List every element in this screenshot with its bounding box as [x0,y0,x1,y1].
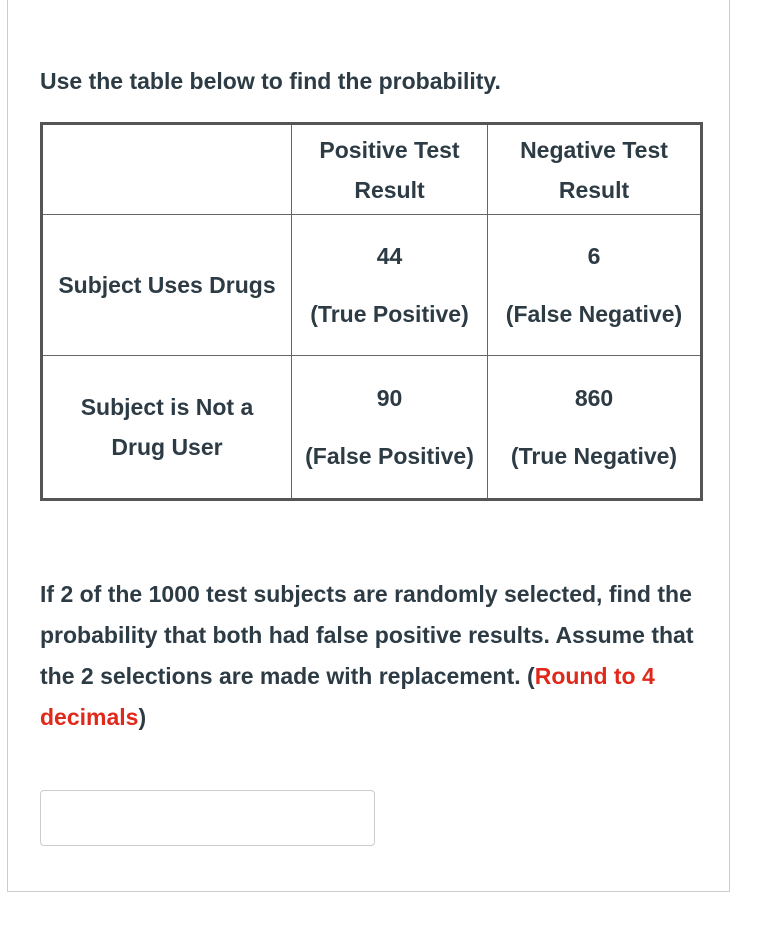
table-row [42,356,702,500]
header-negative-line2: Result [558,176,630,203]
rounding-instruction: Round to 4 decimals [40,663,655,730]
cell-true-positive [292,215,488,356]
cell-note: (True Negative) [510,443,678,469]
round-open-paren: ( [527,663,535,689]
answer-input[interactable] [40,790,375,846]
row-label-line2: Drug User [111,434,223,460]
cell-false-negative [488,215,702,356]
cell-value: 90 [376,385,403,411]
row-label-not-drug-user [42,356,292,500]
cell-value: 6 [587,243,601,269]
header-positive-line1: Positive Test [319,136,460,163]
cell-false-positive [292,356,488,500]
cell-true-negative [488,356,702,500]
question-intro: Use the table below to find the probability. [40,68,501,94]
header-positive-test [292,124,488,215]
prompt-text: If 2 of the 1000 test subjects are randomly selected, find the probability that both had false positive results. Assume that the 2 selections are made with replacement. [40,581,694,689]
cell-note: (False Negative) [505,301,683,327]
cell-value: 860 [574,385,614,411]
question-card [7,0,730,892]
round-close-paren: ) [138,704,147,730]
header-positive-line2: Result [354,176,425,203]
header-negative-test [488,124,702,215]
row-label-uses-drugs [42,215,292,356]
drug-test-table [40,122,703,501]
table-header-row [42,124,702,215]
table-row [42,215,702,356]
row-label-line1: Subject is Not a [80,394,254,420]
cell-value: 44 [376,243,403,269]
table-corner-cell [42,124,292,215]
cell-note: (True Positive) [310,301,469,327]
cell-note: (False Positive) [305,443,474,469]
question-prompt [40,574,720,738]
header-negative-line1: Negative Test [520,136,668,163]
row-label-line1: Subject Uses Drugs [58,272,276,298]
